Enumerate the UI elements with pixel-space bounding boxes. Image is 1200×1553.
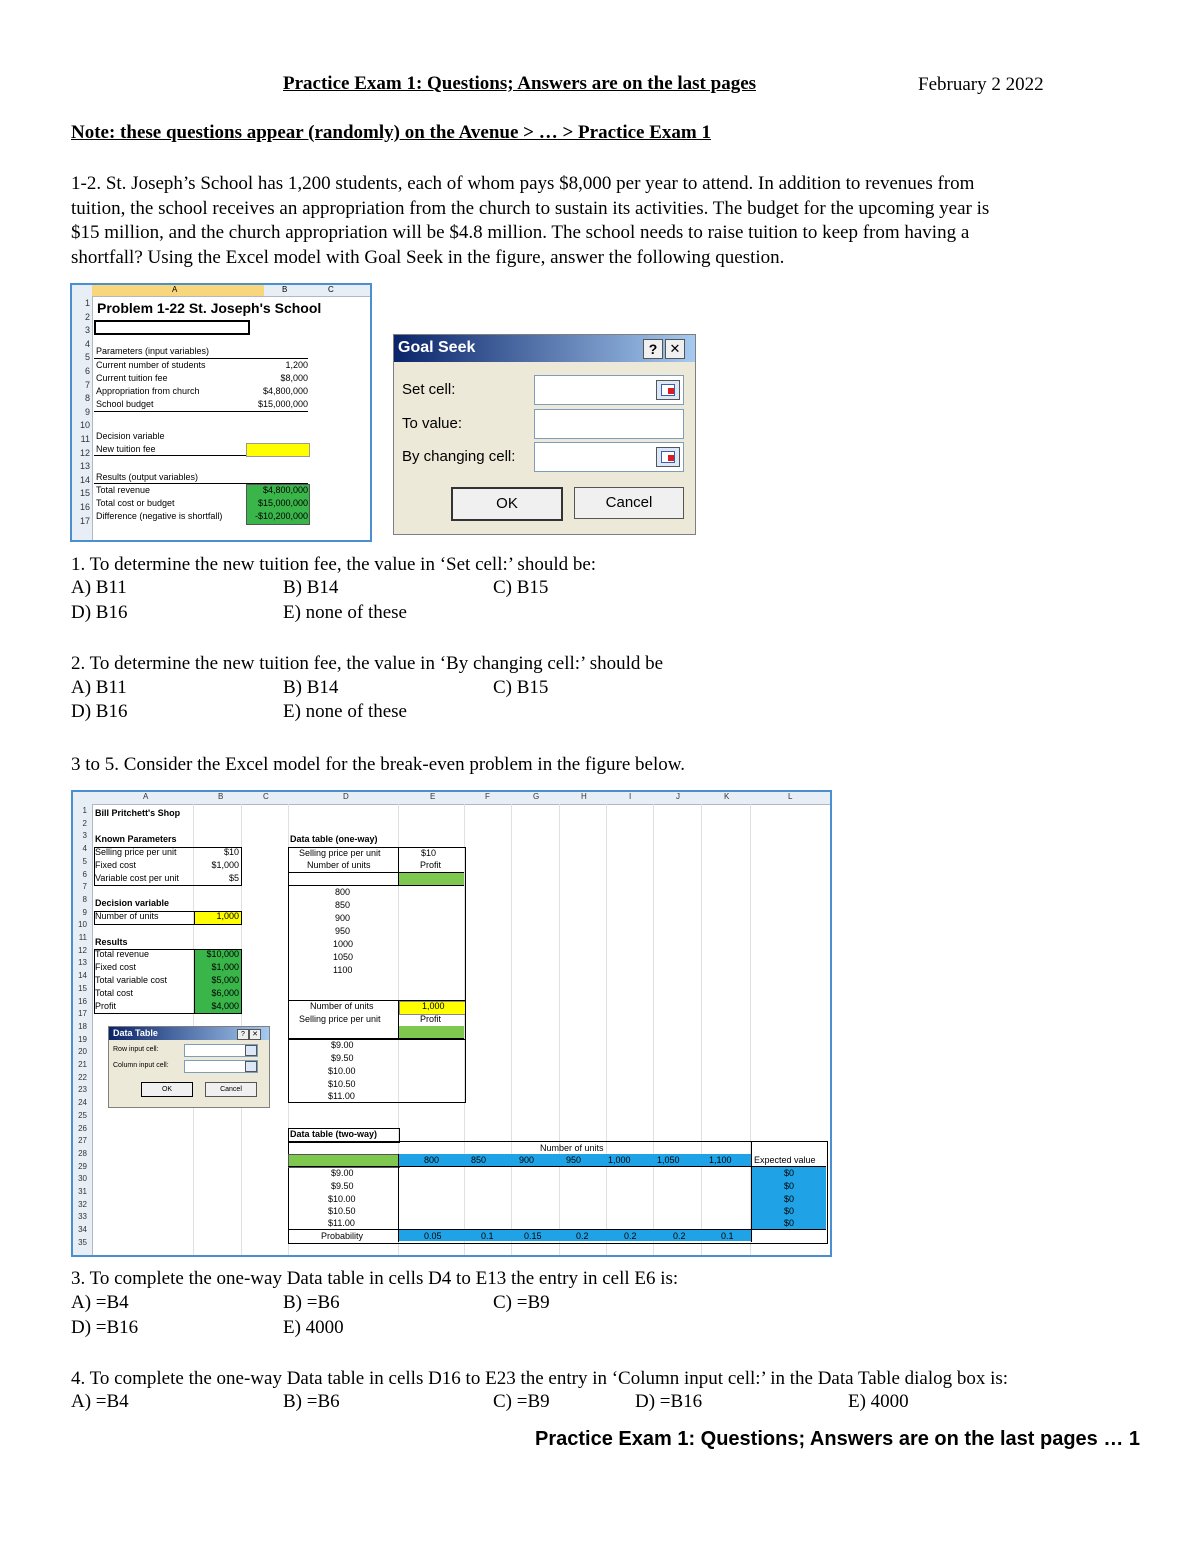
- row-number: 6: [82, 869, 87, 879]
- row-number: 29: [78, 1161, 87, 1171]
- row-number: 4: [84, 338, 90, 349]
- cell-ref-icon[interactable]: [656, 380, 680, 400]
- option: E) 4000: [283, 1317, 344, 1338]
- question-3: 3. To complete the one-way Data table in cells D4 to E13 the entry in cell E6 is:: [71, 1268, 679, 1289]
- page-footer: Practice Exam 1: Questions; Answers are on the last pages … 1: [535, 1428, 1141, 1450]
- known-value: $1,000: [211, 860, 239, 870]
- option: A) =B4: [71, 1292, 129, 1313]
- probability: 0.05: [424, 1231, 442, 1241]
- to-value-label: To value:: [402, 415, 463, 432]
- question-1: 1. To determine the new tuition fee, the value in ‘Set cell:’ should be:: [71, 554, 597, 575]
- row-number: 14: [78, 971, 87, 981]
- option: C) =B9: [493, 1292, 550, 1313]
- ev-value: $0: [784, 1206, 795, 1216]
- dt-value: Profit: [420, 1014, 442, 1024]
- row-number: 5: [84, 352, 90, 363]
- known-label: Fixed cost: [95, 860, 137, 870]
- dt3-unit: 850: [471, 1155, 487, 1165]
- option: D) B16: [71, 701, 128, 722]
- row-number: 12: [79, 447, 90, 458]
- goal-seek-dialog: [393, 334, 696, 535]
- row-number: 27: [78, 1136, 87, 1146]
- param-value: $8,000: [280, 373, 308, 383]
- question-4: 4. To complete the one-way Data table in cells D16 to E23 the entry in ‘Column input cell:’ in the Data Table dialog box is:: [71, 1368, 1009, 1389]
- known-label: Selling price per unit: [95, 847, 177, 857]
- row-number: 3: [82, 831, 87, 841]
- row-number: 13: [79, 461, 90, 472]
- units-value: 1,000: [216, 911, 239, 921]
- result-value: $15,000,000: [257, 498, 308, 508]
- dialog-title: Data Table: [113, 1028, 158, 1038]
- spreadsheet-title: Problem 1-22 St. Joseph's School: [97, 300, 322, 316]
- known-label: Variable cost per unit: [95, 873, 179, 883]
- col-header: J: [676, 792, 680, 801]
- data-table-heading: Data table (one-way): [290, 834, 378, 844]
- new-tuition-label: New tuition fee: [96, 444, 156, 454]
- row-number: 7: [84, 379, 90, 390]
- param-label: Current number of students: [96, 360, 206, 370]
- expected-value-heading: Expected value: [754, 1155, 816, 1165]
- cancel-button[interactable]: Cancel: [574, 487, 684, 519]
- pritchett-spreadsheet: [71, 790, 832, 1257]
- probability: 0.15: [524, 1231, 542, 1241]
- units-heading: Number of units: [540, 1143, 604, 1153]
- probability: 0.2: [624, 1231, 637, 1241]
- dt3-price: $9.50: [331, 1181, 354, 1191]
- dt-unit: 850: [335, 900, 351, 910]
- row-number: 34: [78, 1225, 87, 1235]
- row-number: 15: [79, 488, 90, 499]
- col-header: I: [629, 792, 632, 801]
- param-value: $4,800,000: [262, 386, 308, 396]
- dt-value: $10: [421, 848, 437, 858]
- problem-line: shortfall? Using the Excel model with Goal Seek in the figure, answer the following question.: [71, 246, 785, 268]
- option: D) =B16: [71, 1317, 139, 1338]
- dt-price: $11.00: [328, 1091, 355, 1101]
- row-number: 14: [79, 474, 90, 485]
- col-header: E: [430, 792, 436, 801]
- row-number: 11: [78, 933, 87, 942]
- ev-value: $0: [784, 1181, 795, 1191]
- row-number: 25: [78, 1110, 87, 1120]
- problem-line: 1-2. St. Joseph’s School has 1,200 students, each of whom pays $8,000 per year to attend. In addition to revenues from: [71, 173, 975, 194]
- col-header: D: [343, 792, 349, 801]
- selected-cell: [94, 320, 250, 335]
- result-label: Difference (negative is shortfall): [96, 511, 223, 521]
- result-value: -$10,200,000: [254, 511, 308, 521]
- col-header: L: [788, 792, 793, 801]
- help-button[interactable]: ?: [643, 339, 663, 359]
- problem-line: $15 million, and the church appropriation will be $4.8 million. The school needs to raise tuition to keep from having a: [71, 222, 970, 244]
- result-value: $1,000: [211, 962, 239, 972]
- st-joseph-spreadsheet: [70, 283, 372, 542]
- row-number: 10: [79, 420, 90, 431]
- to-value-input[interactable]: [534, 409, 684, 439]
- row-number: 10: [78, 920, 87, 930]
- dt-unit: 950: [335, 926, 351, 936]
- dt3-price: $10.00: [328, 1194, 356, 1204]
- dt-label: Selling price per unit: [299, 848, 381, 858]
- row-number: 7: [82, 882, 87, 892]
- probability-label: Probability: [321, 1231, 364, 1241]
- option: C) =B9: [493, 1391, 550, 1412]
- param-label: School budget: [96, 399, 154, 409]
- result-value: $4,800,000: [262, 485, 308, 495]
- ok-button[interactable]: OK: [451, 487, 563, 521]
- row-number: 2: [84, 311, 90, 322]
- result-label: Total revenue: [96, 485, 151, 495]
- results-heading: Results: [95, 937, 128, 947]
- option: B) =B6: [283, 1292, 340, 1313]
- dt3-unit: 900: [519, 1155, 535, 1165]
- row-number: 33: [78, 1212, 87, 1222]
- page-title: Practice Exam 1: Questions; Answers are on the last pages: [283, 73, 757, 94]
- row-number: 11: [80, 434, 90, 444]
- question-3-5-intro: 3 to 5. Consider the Excel model for the break-even problem in the figure below.: [71, 754, 685, 775]
- row-number: 22: [78, 1072, 87, 1082]
- column-input-label: Column input cell:: [113, 1062, 169, 1069]
- set-cell-label: Set cell:: [402, 381, 456, 398]
- option: D) B16: [71, 602, 128, 623]
- decision-heading: Decision variable: [96, 431, 165, 441]
- option: E) 4000: [848, 1391, 909, 1412]
- cancel-button[interactable]: Cancel: [205, 1082, 257, 1097]
- result-value: $5,000: [211, 975, 239, 985]
- dt3-unit: 800: [424, 1155, 440, 1165]
- row-number: 5: [82, 856, 87, 866]
- known-heading: Known Parameters: [95, 834, 177, 844]
- row-number: 19: [78, 1034, 87, 1044]
- cell-ref-icon[interactable]: [656, 447, 680, 467]
- problem-line: tuition, the school receives an appropriation from the church to sustain its activities. The budget for the upcoming year is: [71, 197, 990, 219]
- dt3-price: $10.50: [328, 1206, 356, 1216]
- ev-value: $0: [784, 1218, 795, 1228]
- row-number: 16: [78, 996, 87, 1006]
- row-number: 15: [78, 983, 87, 993]
- dialog-title: Goal Seek: [398, 339, 476, 356]
- dt3-unit: 1,100: [709, 1155, 732, 1165]
- cell-ref-icon[interactable]: [245, 1061, 257, 1072]
- question-2: 2. To determine the new tuition fee, the value in ‘By changing cell:’ should be: [71, 653, 664, 674]
- row-number: 12: [78, 945, 87, 955]
- data-table-dialog: [108, 1026, 270, 1108]
- help-button[interactable]: ?: [237, 1029, 249, 1040]
- result-value: $4,000: [211, 1001, 239, 1011]
- row-number: 1: [84, 298, 90, 308]
- col-header: F: [485, 792, 490, 801]
- option: A) B11: [71, 577, 127, 598]
- spreadsheet-title: Bill Pritchett's Shop: [95, 808, 181, 818]
- dt-value: 1,000: [422, 1001, 445, 1011]
- col-header: C: [328, 285, 334, 294]
- row-number: 6: [84, 366, 90, 376]
- option: E) none of these: [283, 602, 407, 623]
- option: E) none of these: [283, 701, 407, 722]
- row-number: 24: [78, 1098, 87, 1108]
- result-label: Fixed cost: [95, 962, 137, 972]
- option: D) =B16: [635, 1391, 703, 1412]
- col-header: A: [143, 792, 149, 801]
- dt3-unit: 1,000: [608, 1155, 631, 1165]
- probability: 0.2: [673, 1231, 686, 1241]
- note: Note: these questions appear (randomly) on the Avenue > … > Practice Exam 1: [71, 122, 711, 143]
- known-value: $10: [223, 847, 239, 857]
- result-label: Total cost: [95, 988, 134, 998]
- col-header: B: [218, 792, 224, 801]
- param-value: $15,000,000: [257, 399, 308, 409]
- dt-label: Number of units: [310, 1001, 374, 1011]
- row-number: 8: [82, 894, 87, 904]
- row-number: 32: [78, 1199, 87, 1209]
- ev-value: $0: [784, 1194, 795, 1204]
- dt3-price: $11.00: [328, 1218, 355, 1228]
- close-button[interactable]: ✕: [665, 339, 685, 359]
- param-value: 1,200: [285, 360, 308, 370]
- row-number: 16: [79, 502, 90, 512]
- option: C) B15: [493, 577, 549, 598]
- row-number: 8: [84, 393, 90, 404]
- probability: 0.2: [576, 1231, 589, 1241]
- dt3-unit: 950: [566, 1155, 582, 1165]
- row-number: 4: [82, 844, 87, 854]
- cell-ref-icon[interactable]: [245, 1045, 257, 1056]
- row-number: 21: [78, 1060, 87, 1069]
- new-tuition-cell[interactable]: [246, 443, 310, 457]
- row-number: 20: [78, 1047, 87, 1057]
- decision-heading: Decision variable: [95, 898, 170, 908]
- ev-value: $0: [784, 1168, 795, 1178]
- result-label: Total variable cost: [95, 975, 168, 985]
- result-value: $10,000: [206, 949, 239, 959]
- row-number: 35: [78, 1237, 87, 1247]
- data-table-two-way-heading: Data table (two-way): [290, 1129, 378, 1139]
- row-number: 1: [82, 806, 87, 815]
- col-header: K: [724, 792, 730, 801]
- option: A) =B4: [71, 1391, 129, 1412]
- result-value: $6,000: [211, 988, 239, 998]
- dt-price: $9.50: [331, 1053, 354, 1063]
- dt-unit: 1050: [333, 952, 354, 962]
- col-header: A: [172, 285, 178, 294]
- close-button[interactable]: ✕: [249, 1029, 261, 1040]
- option: C) B15: [493, 677, 549, 698]
- row-number: 30: [78, 1174, 87, 1184]
- dt3-unit: 1,050: [657, 1155, 680, 1165]
- row-input-label: Row input cell:: [113, 1046, 159, 1053]
- result-label: Profit: [95, 1001, 117, 1011]
- dt-unit: 1100: [333, 965, 353, 975]
- dt-price: $10.50: [328, 1079, 356, 1089]
- probability: 0.1: [481, 1231, 494, 1241]
- row-number: 17: [78, 1009, 87, 1019]
- row-number: 13: [78, 958, 87, 968]
- col-header: H: [581, 792, 587, 801]
- row-number: 31: [78, 1187, 87, 1196]
- result-label: Total revenue: [95, 949, 150, 959]
- row-number: 9: [82, 907, 87, 917]
- param-label: Current tuition fee: [96, 373, 168, 383]
- ok-button[interactable]: OK: [141, 1082, 193, 1097]
- date: February 2 2022: [918, 74, 1044, 95]
- problem-1-2-text: [71, 172, 1151, 270]
- result-label: Total cost or budget: [96, 498, 175, 508]
- row-number: 9: [84, 406, 90, 417]
- option: B) B14: [283, 677, 339, 698]
- units-label: Number of units: [95, 911, 159, 921]
- row-number: 23: [78, 1085, 87, 1095]
- row-number: 26: [78, 1123, 87, 1133]
- by-changing-label: By changing cell:: [402, 448, 516, 465]
- dt-unit: 1000: [333, 939, 354, 949]
- dt-price: $10.00: [328, 1066, 356, 1076]
- dt-unit: 800: [335, 887, 351, 897]
- probability: 0.1: [721, 1231, 734, 1241]
- dt-label: Number of units: [307, 860, 371, 870]
- option: B) =B6: [283, 1391, 340, 1412]
- row-number: 28: [78, 1148, 87, 1158]
- params-heading: Parameters (input variables): [96, 346, 210, 356]
- known-value: $5: [228, 873, 239, 883]
- dt-unit: 900: [335, 913, 351, 923]
- option: B) B14: [283, 577, 339, 598]
- dt-value: Profit: [420, 860, 442, 870]
- dt-price: $9.00: [331, 1040, 354, 1050]
- option: A) B11: [71, 677, 127, 698]
- col-header: C: [263, 792, 269, 801]
- param-label: Appropriation from church: [96, 386, 200, 396]
- row-number: 17: [79, 515, 90, 526]
- row-number: 2: [82, 818, 87, 828]
- row-number: 3: [84, 325, 90, 336]
- results-heading: Results (output variables): [96, 472, 199, 482]
- col-header: G: [533, 792, 540, 801]
- dt3-price: $9.00: [331, 1168, 354, 1178]
- col-header: B: [282, 285, 288, 294]
- row-number: 18: [78, 1021, 87, 1031]
- dt-label: Selling price per unit: [299, 1014, 381, 1024]
